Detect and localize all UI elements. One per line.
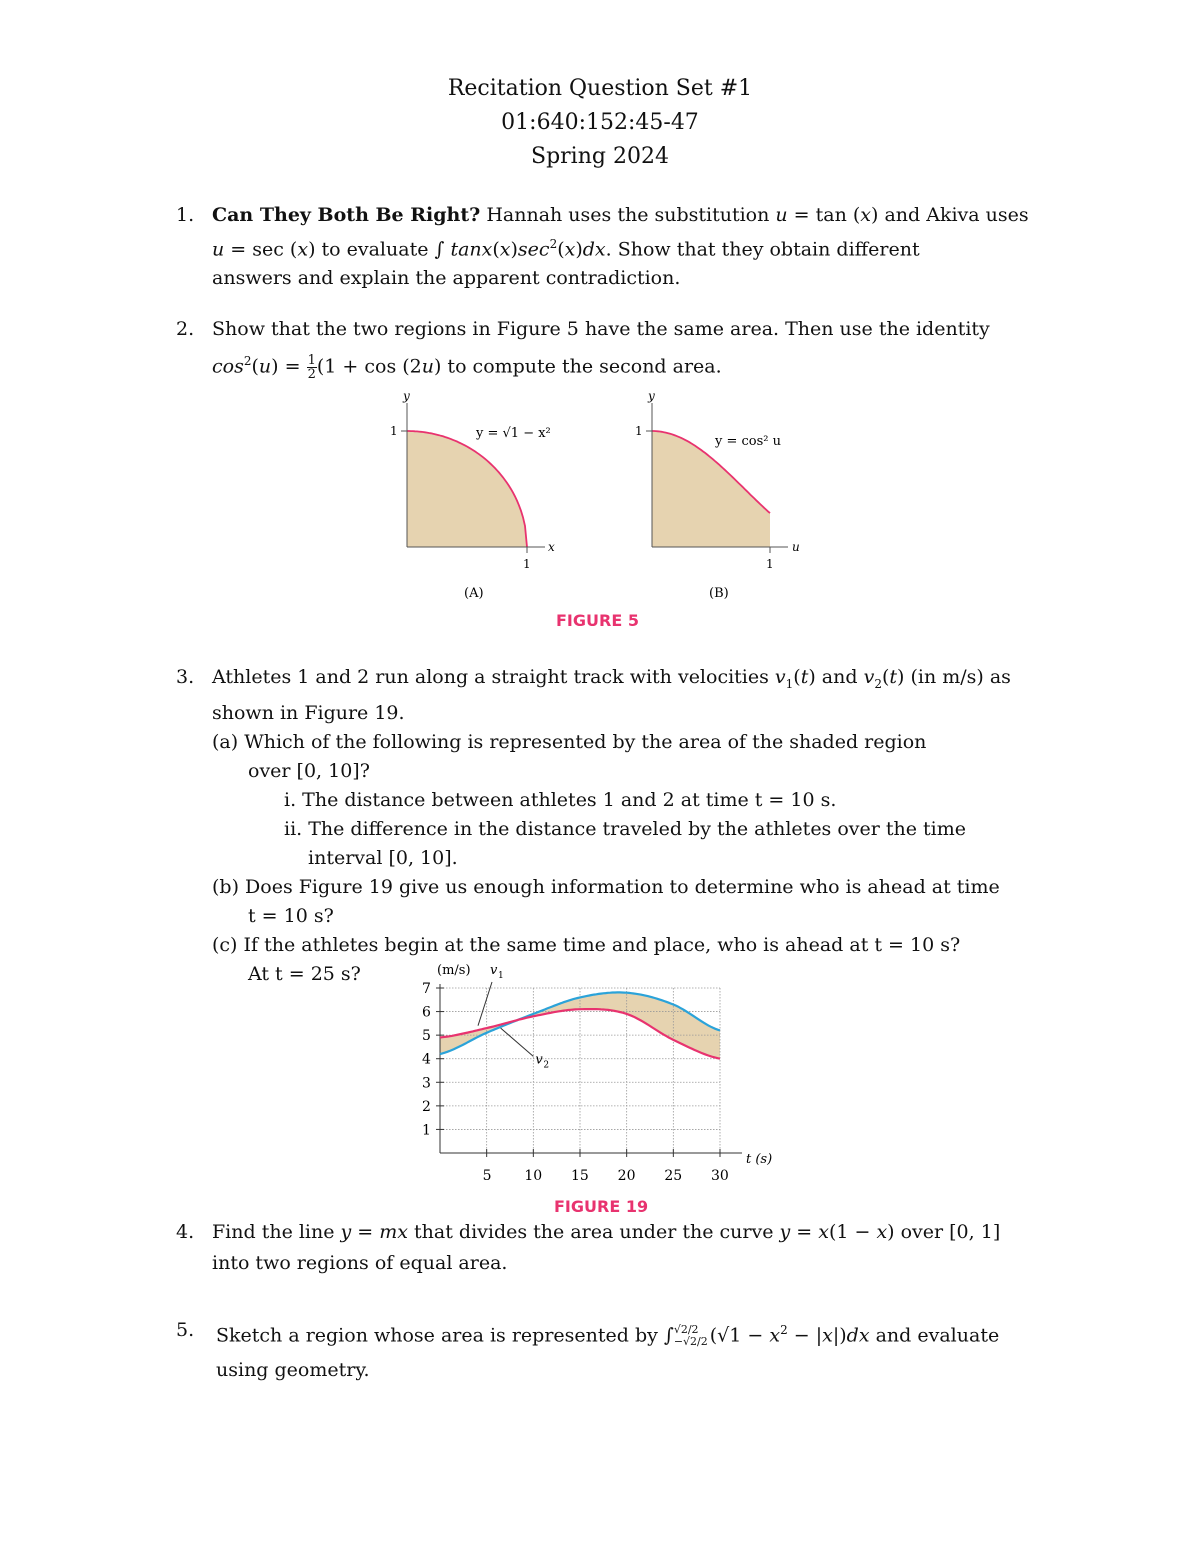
figure-5a (390, 389, 555, 600)
curve-label: y = √1 − x² (476, 426, 551, 441)
math: − | (787, 1324, 823, 1347)
math: tanx (450, 238, 493, 261)
text: Find the line (212, 1221, 341, 1243)
math: 1 (785, 676, 794, 691)
math: v (774, 666, 786, 688)
x-tick-label: 25 (664, 1168, 683, 1184)
part-a: over [0, 10]? (248, 759, 370, 782)
math: x (876, 1221, 888, 1243)
upper-limit: √2/2 (673, 1323, 699, 1337)
v2-subscript: 2 (543, 1060, 550, 1071)
math: u (212, 238, 225, 261)
question-text (216, 1316, 1096, 1385)
math: 2 (780, 1323, 788, 1337)
question-text (212, 663, 1112, 989)
math: ) = (271, 355, 307, 378)
math: u (775, 204, 788, 226)
y-axis-label: (m/s) (437, 963, 471, 978)
x-axis-label: t (s) (746, 1152, 773, 1167)
y-axis-label: y (648, 389, 655, 403)
question-number: 4. (176, 1221, 195, 1243)
panel-label: (A) (464, 586, 484, 600)
x-axis-label: x (548, 540, 555, 554)
fraction (307, 354, 317, 381)
math: ( (793, 666, 801, 688)
question-number: 2. (176, 318, 195, 340)
part-c: At t = 25 s? (248, 962, 361, 985)
v1-subscript: 1 (498, 971, 504, 981)
part-c: (c) If the athletes begin at the same time and place, who is ahead at t = 10 s? (212, 933, 961, 956)
question-number: 5. (176, 1319, 195, 1341)
text: Athletes 1 and 2 run along a straight track with velocities (212, 666, 775, 688)
math: = (790, 1221, 819, 1243)
question-title: Can They Both Be Right? (212, 204, 481, 226)
text: ) to evaluate ∫ (308, 238, 451, 261)
x-tick-label: 10 (524, 1168, 543, 1184)
question-number: 1. (176, 204, 195, 226)
math: u (421, 355, 434, 378)
math: 2 (243, 354, 252, 368)
lower-limit: −√2/2 (673, 1335, 708, 1349)
denominator: 2 (307, 366, 316, 382)
math: = tan ( (787, 204, 861, 226)
panel-label: (B) (709, 586, 729, 600)
y-tick-label: 6 (422, 1004, 431, 1021)
part-b: (b) Does Figure 19 give us enough information to determine who is ahead at time (212, 875, 1000, 898)
curve-label: y = cos² u (715, 434, 781, 449)
text: Show that the two regions in Figure 5 have the same area. Then use the identity (212, 318, 990, 340)
math: 2 (874, 676, 882, 691)
text: . Show that they obtain different (605, 238, 920, 261)
math: x (818, 1221, 829, 1243)
figure-19-caption: FIGURE 19 (554, 1197, 649, 1216)
math: = sec ( (224, 238, 298, 261)
figure-5-caption: FIGURE 5 (556, 611, 639, 630)
math: ) (575, 238, 583, 261)
text: ) and Akiva uses (871, 204, 1029, 226)
one-label: 1 (523, 557, 531, 571)
text: into two regions of equal area. (212, 1252, 508, 1274)
math: x (499, 238, 511, 261)
one-label: 1 (766, 557, 774, 571)
math: |) (832, 1324, 847, 1347)
x-tick-label: 30 (711, 1168, 729, 1184)
v2-label: v (535, 1052, 543, 1068)
text: ) over [0, 1] (887, 1221, 1001, 1243)
text: and evaluate (869, 1324, 1000, 1347)
document-header (0, 72, 1200, 174)
x-tick-label: 5 (482, 1168, 492, 1184)
math: ( (492, 238, 500, 261)
math: ( (251, 355, 259, 378)
math: ) (510, 238, 518, 261)
math: x (297, 238, 309, 261)
math: 2 (549, 237, 558, 251)
text: ) and (808, 666, 864, 688)
math: t (800, 666, 809, 688)
v1-label: v (490, 963, 498, 978)
text: Sketch a region whose area is represented by ∫ (216, 1324, 674, 1347)
math: y (340, 1221, 352, 1243)
question-number: 3. (176, 666, 195, 688)
part-b: t = 10 s? (248, 904, 334, 927)
math: dx (582, 238, 606, 261)
math: (1 + cos (2 (316, 355, 422, 378)
y-tick-label: 1 (422, 1122, 431, 1139)
v1-leader (478, 982, 492, 1026)
math: = (351, 1221, 380, 1243)
numerator: 1 (307, 352, 316, 368)
math: x (822, 1324, 833, 1347)
math: x (564, 238, 576, 261)
option-i: i. The distance between athletes 1 and 2 at time t = 10 s. (284, 788, 837, 811)
v2-leader (501, 1028, 534, 1056)
y-tick-label: 2 (422, 1098, 431, 1115)
question-text (212, 315, 1092, 381)
one-label: 1 (635, 424, 643, 438)
math: x (769, 1324, 781, 1347)
x-tick-label: 15 (571, 1168, 589, 1184)
text: shown in Figure 19. (212, 701, 405, 724)
document-title: Recitation Question Set #1 (447, 76, 753, 101)
math: mx (379, 1221, 408, 1243)
option-ii: interval [0, 10]. (308, 846, 458, 869)
part-a: (a) Which of the following is represented by the area of the shaded region (212, 730, 927, 753)
math: t (889, 666, 898, 688)
text: ) (in m/s) as (897, 666, 1011, 688)
y-axis-label: y (403, 389, 410, 403)
figure-5 (370, 385, 830, 600)
text: Hannah uses the substitution (480, 204, 776, 226)
math: u (258, 355, 272, 378)
x-axis-label: u (792, 540, 800, 554)
y-tick-label: 7 (422, 981, 431, 997)
math: v (863, 666, 875, 688)
text: ) to compute the second area. (433, 355, 722, 378)
term: Spring 2024 (531, 144, 669, 169)
course-code: 01:640:152:45-47 (501, 110, 699, 135)
math: y (779, 1221, 791, 1243)
math: cos (212, 355, 244, 378)
figure-5b (635, 389, 800, 600)
y-tick-label: 5 (422, 1028, 431, 1045)
question-text (212, 1218, 1092, 1278)
x-tick-label: 20 (617, 1168, 636, 1184)
math: dx (846, 1324, 870, 1347)
math: x (860, 204, 872, 226)
math: ( (557, 238, 565, 261)
text: using geometry. (216, 1359, 370, 1382)
y-tick-label: 4 (422, 1051, 431, 1068)
one-label: 1 (390, 424, 398, 438)
math: ( (881, 666, 890, 688)
region-a (407, 431, 527, 547)
text: answers and explain the apparent contradiction. (212, 267, 681, 290)
math: sec (517, 238, 550, 261)
math: (√1 − (709, 1324, 770, 1347)
integral-limits (674, 1324, 708, 1348)
figure-19-chart (400, 958, 800, 1193)
option-ii: ii. The difference in the distance traveled by the athletes over the time (284, 817, 967, 840)
y-tick-label: 3 (422, 1075, 431, 1092)
text: that divides the area under the curve (408, 1221, 780, 1243)
math: (1 − (828, 1221, 877, 1243)
question-text (212, 201, 1092, 293)
